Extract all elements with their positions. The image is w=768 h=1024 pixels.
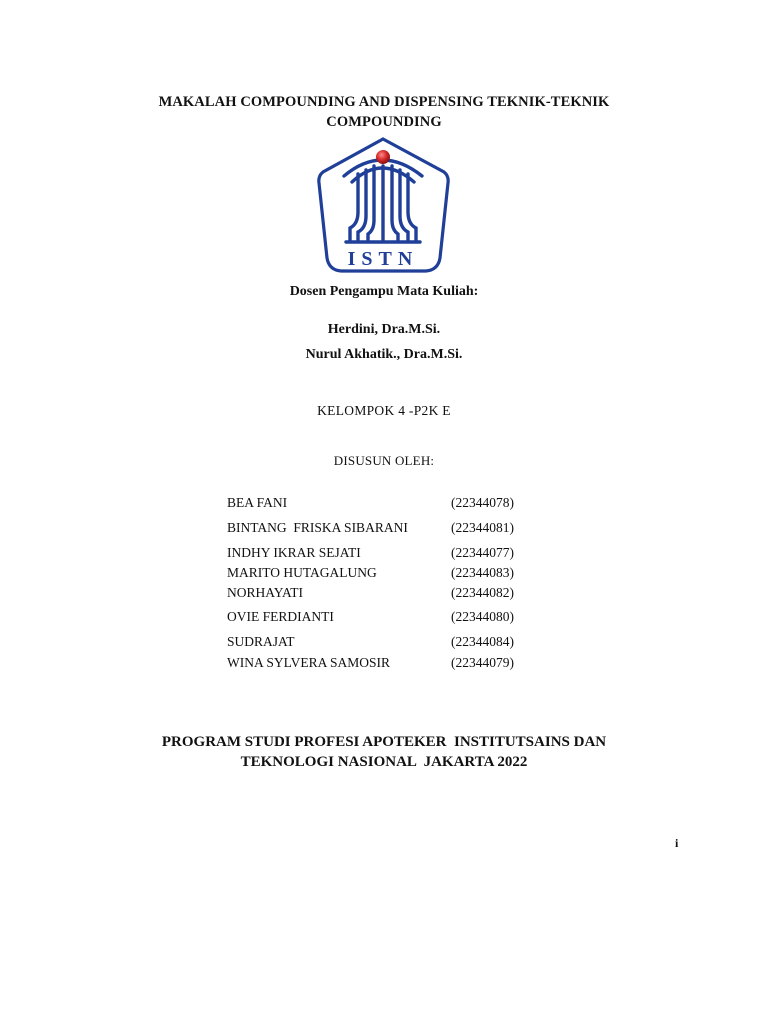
member-id: (22344078) <box>451 495 514 510</box>
istn-logo <box>316 136 451 274</box>
member-name: BINTANG FRISKA SIBARANI <box>227 520 408 535</box>
member-row <box>0 634 768 652</box>
member-row <box>0 545 768 563</box>
document-title-line-1: MAKALAH COMPOUNDING AND DISPENSING TEKNIK-TEKNIK <box>158 94 610 110</box>
member-id: (22344084) <box>451 634 514 649</box>
member-name: NORHAYATI <box>227 585 304 600</box>
lecturer-name: Herdini, Dra.M.Si. <box>327 322 441 337</box>
member-name: MARITO HUTAGALUNG <box>227 565 377 580</box>
svg-text:ISTN: ISTN <box>347 248 419 270</box>
member-name: SUDRAJAT <box>227 634 295 649</box>
program-footer-line-2: TEKNOLOGI NASIONAL JAKARTA 2022 <box>240 754 528 770</box>
member-row <box>0 609 768 627</box>
member-name: INDHY IKRAR SEJATI <box>227 545 361 560</box>
member-id: (22344080) <box>451 609 514 624</box>
lecturer-heading: Dosen Pengampu Mata Kuliah: <box>289 284 479 299</box>
member-id: (22344083) <box>451 565 514 580</box>
compiled-by-heading: DISUSUN OLEH: <box>333 453 435 468</box>
member-name: BEA FANI <box>227 495 288 510</box>
page-number: i <box>675 836 679 850</box>
member-name: OVIE FERDIANTI <box>227 609 334 624</box>
member-row <box>0 655 768 673</box>
member-row <box>0 565 768 583</box>
member-row <box>0 495 768 513</box>
member-id: (22344082) <box>451 585 514 600</box>
document-title-line-2: COMPOUNDING <box>326 114 442 130</box>
member-row <box>0 520 768 538</box>
group-label: KELOMPOK 4 -P2K E <box>317 403 451 418</box>
member-name: WINA SYLVERA SAMOSIR <box>227 655 391 670</box>
member-id: (22344079) <box>451 655 514 670</box>
program-footer-line-1: PROGRAM STUDI PROFESI APOTEKER INSTITUTSAINS DAN <box>161 734 607 750</box>
member-row <box>0 585 768 603</box>
member-id: (22344081) <box>451 520 514 535</box>
member-id: (22344077) <box>451 545 514 560</box>
lecturer-name: Nurul Akhatik., Dra.M.Si. <box>305 347 463 362</box>
